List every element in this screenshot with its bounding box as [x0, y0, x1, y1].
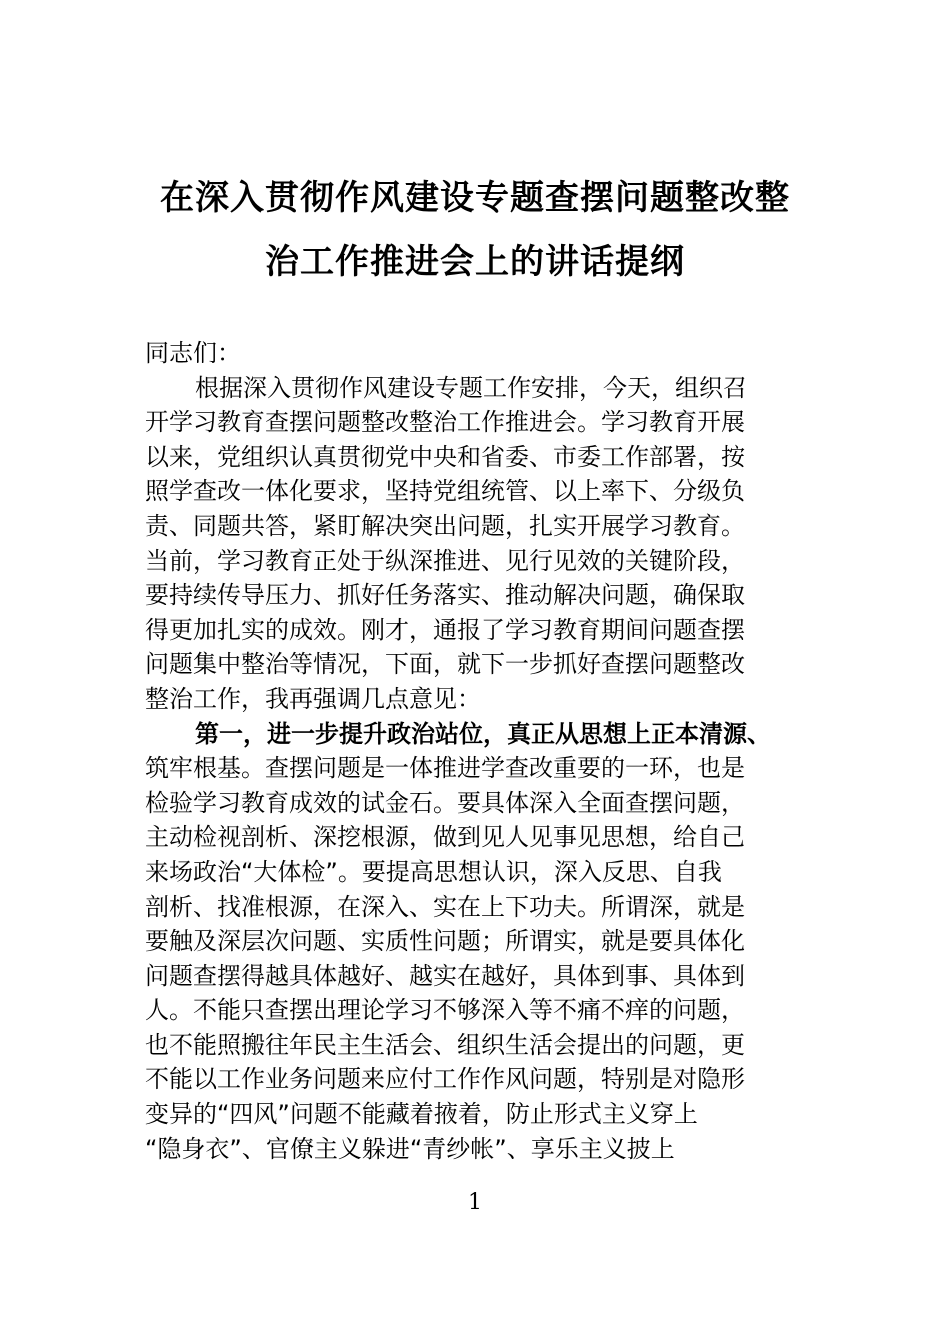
paragraph-2-line: 人。不能只查摆出理论学习不够深入等不痛不痒的问题，: [145, 996, 745, 1025]
paragraph-2-line: 来场政治“大体检”。要提高思想认识，深入反思、自我: [145, 857, 722, 886]
paragraph-2-line: 主动检视剖析、深挖根源，做到见人见事见思想，给自己: [145, 823, 745, 852]
paragraph-1-line: 整治工作，我再强调几点意见：: [145, 684, 481, 713]
paragraph-1-line: 根据深入贯彻作风建设专题工作安排，今天，组织召: [195, 373, 747, 402]
document-title-line-2: 治工作推进会上的讲话提纲: [265, 242, 685, 282]
paragraph-2-line: 问题查摆得越具体越好、越实在越好，具体到事、具体到: [145, 961, 745, 990]
paragraph-2-line: “隐身衣”、官僚主义躲进“青纱帐”、享乐主义披上: [145, 1134, 675, 1163]
paragraph-1-line: 以来，党组织认真贯彻党中央和省委、市委工作部署，按: [145, 442, 745, 471]
page-number: 1: [468, 1190, 482, 1215]
paragraph-2-line: 变异的“四风”问题不能藏着掖着，防止形式主义穿上: [145, 1100, 698, 1129]
paragraph-2-line: 也不能照搬往年民主生活会、组织生活会提出的问题，更: [145, 1030, 745, 1059]
paragraph-2-line: 筑牢根基。查摆问题是一体推进学查改重要的一环，也是: [145, 754, 745, 783]
document-title-line-1: 在深入贯彻作风建设专题查摆问题整改整: [160, 178, 790, 218]
paragraph-1-line: 责、同题共答，紧盯解决突出问题，扎实开展学习教育。: [145, 511, 745, 540]
paragraph-1-line: 问题集中整治等情况，下面，就下一步抓好查摆问题整改: [145, 650, 745, 679]
paragraph-1-line: 得更加扎实的成效。刚才，通报了学习教育期间问题查摆: [145, 615, 745, 644]
document-body: [145, 336, 835, 1166]
paragraph-2-line: 不能以工作业务问题来应付工作作风问题，特别是对隐形: [145, 1065, 745, 1094]
paragraph-2-line: 要触及深层次问题、实质性问题；所谓实，就是要具体化: [145, 927, 745, 956]
paragraph-1-line: 当前，学习教育正处于纵深推进、见行见效的关键阶段，: [145, 546, 745, 575]
paragraph-1-line: 开学习教育查摆问题整改整治工作推进会。学习教育开展: [145, 408, 745, 437]
salutation: 同志们：: [145, 339, 241, 367]
paragraph-1-line: 要持续传导压力、抓好任务落实、推动解决问题，确保取: [145, 581, 745, 610]
paragraph-2-line: 检验学习教育成效的试金石。要具体深入全面查摆问题，: [145, 788, 745, 817]
paragraph-1-line: 照学查改一体化要求，坚持党组统管、以上率下、分级负: [145, 477, 745, 506]
paragraph-2-line: 剖析、找准根源，在深入、实在上下功夫。所谓深，就是: [145, 892, 745, 921]
paragraph-2-heading: 第一，进一步提升政治站位，真正从思想上正本清源、: [195, 719, 771, 748]
